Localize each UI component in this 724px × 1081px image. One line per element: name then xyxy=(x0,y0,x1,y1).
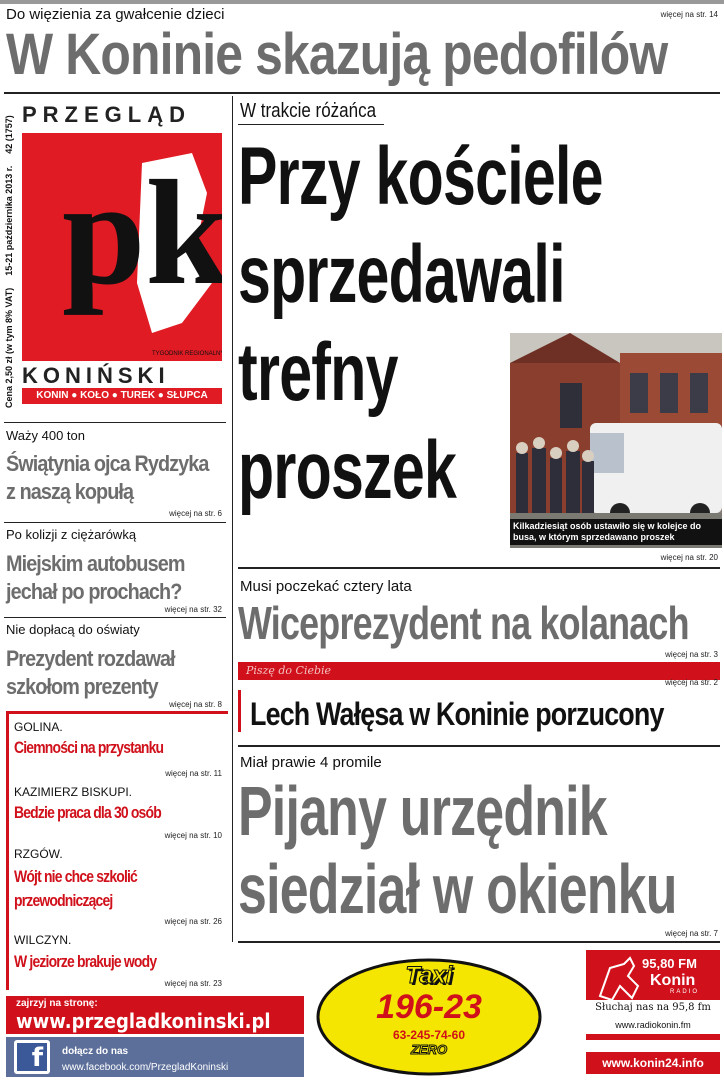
regional-headline[interactable]: Bedzie praca dla 30 osób xyxy=(14,803,161,822)
regional-headline[interactable]: W jeziorze brakuje wody xyxy=(14,952,157,971)
top-headline[interactable]: W Koninie skazują pedofilów xyxy=(6,22,668,87)
taxi-ad[interactable] xyxy=(316,958,542,1076)
main-headline-line[interactable]: sprzedawali xyxy=(238,229,565,320)
taxi-tag: ZERO xyxy=(410,1042,448,1057)
divider xyxy=(4,617,226,618)
sidebar-headline[interactable]: Prezydent rozdawał szkołom prezenty xyxy=(6,646,175,699)
regional-place: RZGÓW. xyxy=(14,847,63,861)
facebook-join: dołącz do nas xyxy=(62,1046,129,1057)
masthead-side-info xyxy=(4,108,20,408)
story3-headline[interactable]: Lech Wałęsa w Koninie porzucony xyxy=(250,696,664,732)
sidebar-kicker: Nie dopłacą do oświaty xyxy=(6,622,140,637)
taxi-phone: 63-245-74-60 xyxy=(392,1028,466,1042)
facebook-icon[interactable] xyxy=(14,1040,50,1074)
story3-more[interactable]: więcej na str. 2 xyxy=(665,678,718,687)
masthead-title-bottom: KONIŃSKI xyxy=(22,363,170,388)
price-label: Cena 2,50 zł (w tym 8% VAT) xyxy=(4,287,14,408)
story2-more[interactable]: więcej na str. 3 xyxy=(665,650,718,659)
horse-icon xyxy=(590,956,650,1006)
top-more[interactable]: więcej na str. 14 xyxy=(660,10,718,19)
regional-headline[interactable]: Wójt nie chce szkolić przewodniczącej xyxy=(14,867,137,910)
divider xyxy=(4,92,720,94)
website-url[interactable]: www.przegladkoninski.pl xyxy=(16,1009,271,1033)
regional-place: GOLINA. xyxy=(14,720,63,734)
divider xyxy=(238,745,720,747)
masthead-emblem xyxy=(22,133,222,361)
taxi-number: 196-23 xyxy=(376,988,482,1026)
divider xyxy=(4,422,226,423)
sidebar-more[interactable]: więcej na str. 6 xyxy=(169,509,222,518)
radio-url[interactable]: www.radiokonin.fm xyxy=(615,1020,691,1030)
story2-kicker: Musi poczekać cztery lata xyxy=(240,578,412,595)
masthead-monogram: pk xyxy=(62,150,222,316)
sidebar-kicker: Po kolizji z ciężarówką xyxy=(6,527,137,542)
column-divider xyxy=(232,96,233,942)
sidebar-kicker: Waży 400 ton xyxy=(6,428,86,443)
main-kicker: W trakcie różańca xyxy=(240,100,377,122)
radio-ad[interactable] xyxy=(586,950,720,1040)
story2-headline[interactable]: Wiceprezydent na kolanach xyxy=(238,597,689,649)
masthead-red-panel xyxy=(22,133,222,361)
story4-kicker: Miał prawie 4 promile xyxy=(240,754,382,771)
radio-sub: RADIO xyxy=(670,989,700,995)
regional-place: WILCZYN. xyxy=(14,933,72,947)
masthead-weekly: TYGODNIK REGIONALNY xyxy=(152,351,222,357)
radio-name: Konin xyxy=(650,972,696,989)
facebook-url[interactable]: www.facebook.com/PrzegladKoninski xyxy=(62,1062,229,1073)
letter-label: Piszę do Ciebie xyxy=(246,664,332,677)
top-kicker: Do więzienia za gwałcenie dzieci xyxy=(6,6,225,23)
sidebar-headline[interactable]: Świątynia ojca Rydzyka z naszą kopułą xyxy=(6,451,209,504)
regional-headline[interactable]: Ciemności na przystanku xyxy=(14,738,164,757)
radio-slogan: Słuchaj nas na 95,8 fm xyxy=(595,1002,711,1013)
main-headline-line[interactable]: Przy kościele xyxy=(238,131,603,222)
taxi-title: Taxi xyxy=(405,962,453,989)
regional-more[interactable]: więcej na str. 11 xyxy=(165,769,222,778)
main-headline-line[interactable]: proszek xyxy=(238,425,457,516)
konin24-url[interactable]: www.konin24.info xyxy=(586,1052,720,1074)
sidebar-more[interactable]: więcej na str. 8 xyxy=(169,700,222,709)
main-photo[interactable] xyxy=(510,333,722,548)
visit-label: zajrzyj na stronę: xyxy=(16,998,98,1009)
masthead-title-top: PRZEGLĄD xyxy=(22,102,191,127)
story4-headline-line[interactable]: Pijany urzędnik xyxy=(238,772,607,850)
radio-frequency: 95,80 FM xyxy=(642,956,697,971)
divider xyxy=(238,567,720,569)
photo-caption: Kilkadziesiąt osób ustawiło się w kolejce do busa, w którym sprzedawano proszek xyxy=(510,519,722,545)
main-headline-line[interactable]: trefny xyxy=(238,327,398,418)
kicker-underline xyxy=(238,124,384,125)
divider xyxy=(238,941,720,943)
facebook-letter: f xyxy=(17,1043,47,1071)
regional-more[interactable]: więcej na str. 23 xyxy=(164,979,222,988)
top-rule xyxy=(0,0,724,4)
letter-bar xyxy=(238,690,241,732)
sidebar-headline[interactable]: Miejskim autobusem jechał po prochach? xyxy=(6,551,185,604)
divider xyxy=(4,522,226,523)
story4-more[interactable]: więcej na str. 7 xyxy=(665,929,718,938)
issue-dates: 15-21 października 2013 r. xyxy=(4,165,14,276)
website-banner[interactable] xyxy=(6,996,304,1034)
sidebar-more[interactable]: więcej na str. 32 xyxy=(164,605,222,614)
story4-headline-line[interactable]: siedział w okienku xyxy=(238,850,677,928)
main-more[interactable]: więcej na str. 20 xyxy=(660,553,718,562)
regional-more[interactable]: więcej na str. 10 xyxy=(164,831,222,840)
regional-more[interactable]: więcej na str. 26 xyxy=(164,917,222,926)
issue-number: 42 (1757) xyxy=(4,115,14,154)
regional-place: KAZIMIERZ BISKUPI. xyxy=(14,785,133,799)
masthead-towns: KONIN ● KOŁO ● TUREK ● SŁUPCA xyxy=(22,388,222,404)
